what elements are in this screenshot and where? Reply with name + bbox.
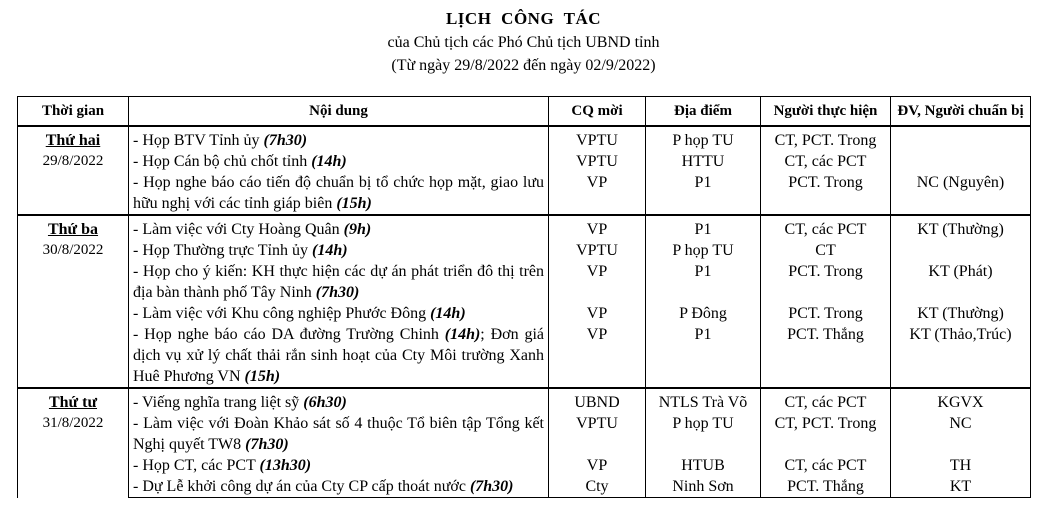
schedule-title: LỊCH CÔNG TÁC	[445, 9, 602, 28]
table-row	[18, 303, 1031, 324]
col-header-preparer: ĐV, Người chuẩn bị	[891, 97, 1031, 127]
table-row	[18, 324, 1031, 388]
event-content	[129, 303, 549, 324]
table-row	[18, 151, 1031, 172]
col-header-executor: Người thực hiện	[761, 97, 891, 127]
schedule-body	[18, 126, 1031, 498]
event-text: - Dự Lễ khởi công dự án của Cty CP cấp thoát nước	[133, 478, 470, 495]
event-content	[129, 324, 549, 388]
inviter-cell: VPTU	[549, 126, 646, 151]
day-cell	[18, 215, 129, 388]
day-date: 29/8/2022	[42, 153, 104, 169]
table-row	[18, 215, 1031, 240]
inviter-cell: VP	[549, 455, 646, 476]
preparer-cell: KT (Thường)	[891, 215, 1031, 240]
executor-cell: CT, các PCT	[761, 151, 891, 172]
table-row	[18, 261, 1031, 303]
day-date: 31/8/2022	[42, 415, 104, 431]
event-content	[129, 240, 549, 261]
inviter-cell: VP	[549, 303, 646, 324]
event-time: (15h)	[336, 195, 372, 212]
event-content	[129, 413, 549, 455]
event-time: (6h30)	[303, 394, 347, 411]
executor-cell: CT, các PCT	[761, 455, 891, 476]
location-cell: P1	[646, 261, 761, 303]
table-row	[18, 172, 1031, 215]
schedule-subtitle: của Chủ tịch các Phó Chủ tịch UBND tỉnh	[387, 34, 660, 51]
inviter-cell: VP	[549, 215, 646, 240]
day-date: 30/8/2022	[42, 242, 104, 258]
event-time: (7h30)	[315, 284, 360, 301]
event-time: (7h30)	[245, 436, 289, 453]
schedule-date-range: (Từ ngày 29/8/2022 đến ngày 02/9/2022)	[391, 57, 656, 74]
executor-cell: PCT. Trong	[761, 261, 891, 303]
table-row	[18, 476, 1031, 498]
event-content	[129, 151, 549, 172]
inviter-cell: VP	[549, 324, 646, 388]
location-cell: NTLS Trà Võ	[646, 388, 761, 413]
event-time: (13h30)	[259, 457, 312, 474]
preparer-cell	[891, 151, 1031, 172]
event-text: - Họp CT, các PCT	[133, 457, 260, 474]
location-cell: P Đông	[646, 303, 761, 324]
location-cell: P1	[646, 324, 761, 388]
preparer-cell: NC (Nguyên)	[891, 172, 1031, 215]
location-cell: Ninh Sơn	[646, 476, 761, 498]
preparer-cell: KT (Phát)	[891, 261, 1031, 303]
preparer-cell: TH	[891, 455, 1031, 476]
inviter-cell: VPTU	[549, 240, 646, 261]
preparer-cell	[891, 240, 1031, 261]
table-row	[18, 413, 1031, 455]
event-text: ; Đơn giá dịch vụ xử lý chất thải rắn sinh hoạt của Cty Môi trường Xanh Huê Phương VN	[133, 326, 544, 385]
executor-cell: PCT. Trong	[761, 172, 891, 215]
table-row	[18, 388, 1031, 413]
inviter-cell: VPTU	[549, 413, 646, 455]
col-header-content: Nội dung	[129, 97, 549, 127]
executor-cell: PCT. Thắng	[761, 324, 891, 388]
preparer-cell	[891, 126, 1031, 151]
day-label: Thứ hai	[45, 132, 101, 149]
day-label: Thứ ba	[47, 221, 99, 238]
executor-cell: CT, PCT. Trong	[761, 413, 891, 455]
location-cell: HTTU	[646, 151, 761, 172]
event-text: - Họp Thường trực Tỉnh ủy	[133, 242, 312, 259]
inviter-cell: VPTU	[549, 151, 646, 172]
event-text: - Làm việc với Khu công nghiệp Phước Đông	[133, 305, 431, 322]
preparer-cell: NC	[891, 413, 1031, 455]
executor-cell: CT	[761, 240, 891, 261]
event-content	[129, 476, 549, 498]
event-time: (14h)	[311, 242, 348, 259]
schedule-table	[17, 96, 1031, 498]
day-cell	[18, 388, 129, 498]
day-cell	[18, 126, 129, 215]
table-row	[18, 455, 1031, 476]
table-row	[18, 240, 1031, 261]
location-cell: HTUB	[646, 455, 761, 476]
header-row	[18, 97, 1031, 127]
executor-cell: CT, các PCT	[761, 388, 891, 413]
event-text: - Viếng nghĩa trang liệt sỹ	[133, 394, 304, 411]
inviter-cell: VP	[549, 172, 646, 215]
event-text: - Họp Cán bộ chủ chốt tỉnh	[133, 153, 312, 170]
location-cell: P1	[646, 215, 761, 240]
col-header-inviter: CQ mời	[549, 97, 646, 127]
inviter-cell: VP	[549, 261, 646, 303]
col-header-location: Địa điểm	[646, 97, 761, 127]
event-text: - Họp cho ý kiến: KH thực hiện các dự án phát triển đô thị trên địa bàn thành phố Tây Ninh	[133, 263, 544, 301]
location-cell: P họp TU	[646, 126, 761, 151]
location-cell: P họp TU	[646, 413, 761, 455]
event-text: - Làm việc với Đoàn Khảo sát số 4 thuộc Tổ biên tập Tổng kết Nghị quyết TW8	[133, 415, 544, 453]
location-cell: P họp TU	[646, 240, 761, 261]
col-header-time: Thời gian	[18, 97, 129, 127]
executor-cell: PCT. Trong	[761, 303, 891, 324]
preparer-cell: KT (Thường)	[891, 303, 1031, 324]
event-text: - Họp nghe báo cáo DA đường Trường Chinh	[133, 326, 445, 343]
preparer-cell: KT (Thảo,Trúc)	[891, 324, 1031, 388]
event-time: (14h)	[311, 153, 347, 170]
event-time: (14h)	[444, 326, 481, 343]
executor-cell: CT, PCT. Trong	[761, 126, 891, 151]
event-time: (14h)	[430, 305, 466, 322]
executor-cell: CT, các PCT	[761, 215, 891, 240]
day-label: Thứ tư	[48, 394, 98, 411]
table-row	[18, 126, 1031, 151]
inviter-cell: UBND	[549, 388, 646, 413]
executor-cell: PCT. Thắng	[761, 476, 891, 498]
event-text: - Làm việc với Cty Hoàng Quân	[133, 221, 344, 238]
event-time: (7h30)	[263, 132, 308, 149]
location-cell: P1	[646, 172, 761, 215]
event-content	[129, 388, 549, 413]
event-time: (7h30)	[469, 478, 514, 495]
event-content	[129, 455, 549, 476]
event-text: - Họp BTV Tỉnh ủy	[133, 132, 264, 149]
preparer-cell: KGVX	[891, 388, 1031, 413]
event-time: (15h)	[244, 368, 281, 385]
preparer-cell: KT	[891, 476, 1031, 498]
event-content	[129, 215, 549, 240]
event-content	[129, 261, 549, 303]
inviter-cell: Cty	[549, 476, 646, 498]
event-content	[129, 126, 549, 151]
event-text: - Họp nghe báo cáo tiến độ chuẩn bị tổ chức họp mặt, giao lưu hữu nghị với các tỉnh giáp biên	[133, 174, 544, 212]
event-content	[129, 172, 549, 215]
event-time: (9h)	[343, 221, 372, 238]
